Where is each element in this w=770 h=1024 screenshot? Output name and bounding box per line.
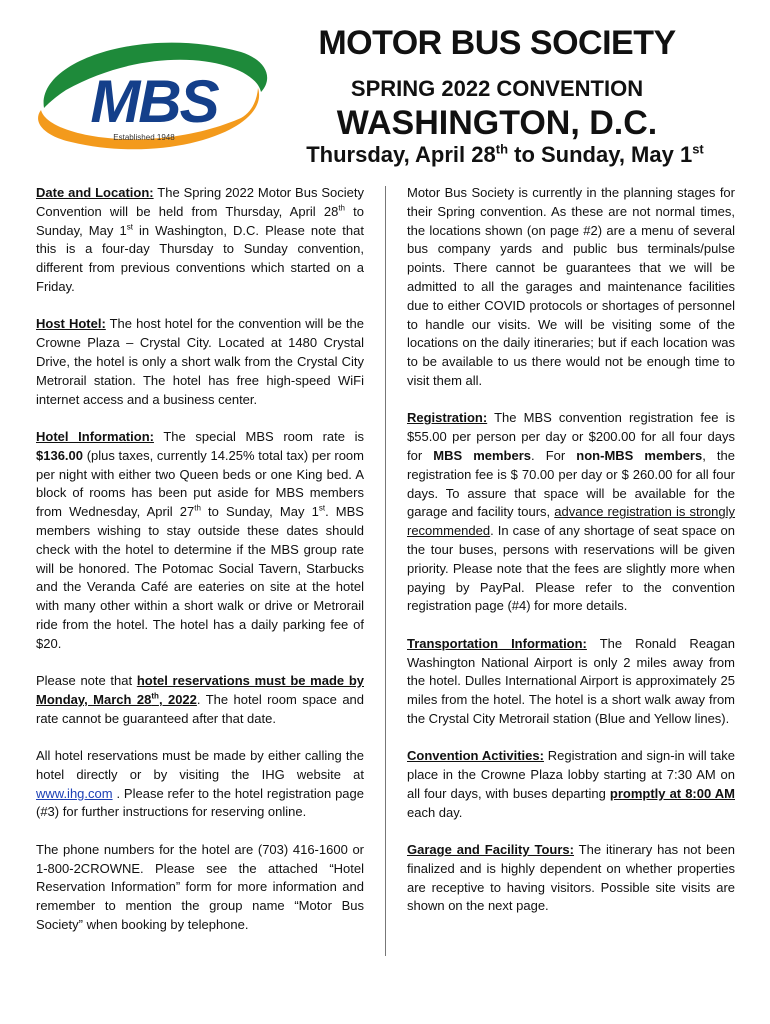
date-location-label: Date and Location: (36, 185, 154, 200)
reservation-deadline-paragraph: Please note that hotel reservations must be made by Monday, March 28th, 2022. The hotel room space and rate cannot be guaranteed after that date. (36, 673, 365, 726)
planning-paragraph: Motor Bus Society is currently in the planning stages for their Spring convention. As these are not normal times, the locations shown (on page #2) are a menu of several bus company yards and public bus terminals/pulse points. There cannot be guarantees that we will be admitted to all the garages and maintenance facilities due to either COVID protocols or shortages of personnel to handle our visits. We will be visiting some of the locations on the daily itineraries; but if each location was to be available to us there would not be enough time to visit them all. (407, 185, 735, 388)
room-rate: $136.00 (36, 447, 83, 463)
city-title: WASHINGTON, D.C. (336, 104, 658, 142)
logo-text: MBS (90, 68, 218, 135)
hotel-info-paragraph: Hotel Information: The special MBS room rate is $136.00 (plus taxes, currently 14.25% total tax) per room per night with either two Queen beds or one King bed. A block of rooms has been put aside for MBS members from Wednesday, April 27th to Sunday, May 1st. MBS members wishing to stay outside these dates should check with the hotel to determine if the MBS group rate will be honored. The Potomac Social Tavern, Starbucks and the Veranda Café are eateries on site at the hotel with many other within a short walk or drive or Metrorail ride from the hotel. The hotel has a daily parking fee of $20. (36, 428, 364, 651)
reservation-methods-paragraph: All hotel reservations must be made by either calling the hotel directly or by visiting the IHG website at www.ihg.com . Please refer to the hotel registration page (#3) for further instructions for reserving online. (36, 748, 364, 820)
reservation-deadline: hotel reservations must be made by Monday, March 28th, 2022 (36, 673, 364, 707)
transportation-label: Transportation Information: (407, 635, 587, 651)
host-hotel-label: Host Hotel: (36, 316, 106, 332)
activities-paragraph: Convention Activities: Registration and sign-in will take place in the Crowne Plaza lobby starting at 7:30 AM on all four days, with buses departing promptly at 8:00 AM each day. (407, 748, 736, 820)
mbs-logo (26, 30, 276, 160)
activities-label: Convention Activities: (407, 748, 544, 764)
left-column (36, 184, 364, 953)
registration-paragraph: Registration: The MBS convention registration fee is $55.00 per person per day or $200.00 for all four days for MBS members. For non-MBS members, the registration fee is $ 70.00 per day or $ 260.00 for all four days. To assure that space will be available for the garage and facility tours, advance registration is strongly recommended. In case of any shortage of seat space on the tour buses, persons with reservations will be given priority. Please note that the fees are slightly more when paying by PayPal. Please refer to the convention registration page (#4) for more details. (407, 410, 736, 614)
convention-dates: Thursday, April 28th to Sunday, May 1st (306, 141, 704, 167)
right-column (407, 184, 735, 935)
logo-established: Established 1948 (113, 133, 175, 142)
convention-title: SPRING 2022 CONVENTION (350, 76, 644, 101)
org-title: MOTOR BUS SOCIETY (318, 24, 676, 62)
host-hotel-paragraph: Host Hotel: The host hotel for the convention will be the Crowne Plaza – Crystal City. Located at 1480 Crystal Drive, the hotel is only a short walk from the Crystal City Metrorail station. The hotel has free high-speed WiFi internet access and a business center. (36, 316, 364, 407)
date-location-paragraph: Date and Location: The Spring 2022 Motor Bus Society Convention will be held from Thursday, April 28th to Sunday, May 1st in Washington, D.C. Please note that this is a four-day Thursday to Sunday convention, different from previous conventions which started on a Friday. (36, 185, 364, 294)
hotel-info-label: Hotel Information: (36, 428, 154, 444)
column-divider (385, 186, 386, 956)
tours-paragraph: Garage and Facility Tours: The itinerary has not been finalized and is highly dependent on whether properties are receptive to having visitors. Possible site visits are shown on the next page. (407, 842, 735, 914)
registration-label: Registration: (407, 410, 488, 426)
ihg-website-link[interactable]: www.ihg.com (36, 785, 113, 801)
phone-paragraph: The phone numbers for the hotel are (703) 416-1600 or 1-800-2CROWNE. Please see the attached “Hotel Reservation Information” form for more information and remember to mention the group name “Motor Bus Society” when booking by telephone. (36, 841, 364, 933)
tours-label: Garage and Facility Tours: (407, 842, 574, 858)
transportation-paragraph: Transportation Information: The Ronald Reagan Washington National Airport is only 2 miles away from the hotel. Dulles International Airport is approximately 25 miles from the hotel. The hotel is a short walk away from the Crystal City Metrorail station (Blue and Yellow lines). (407, 635, 735, 726)
